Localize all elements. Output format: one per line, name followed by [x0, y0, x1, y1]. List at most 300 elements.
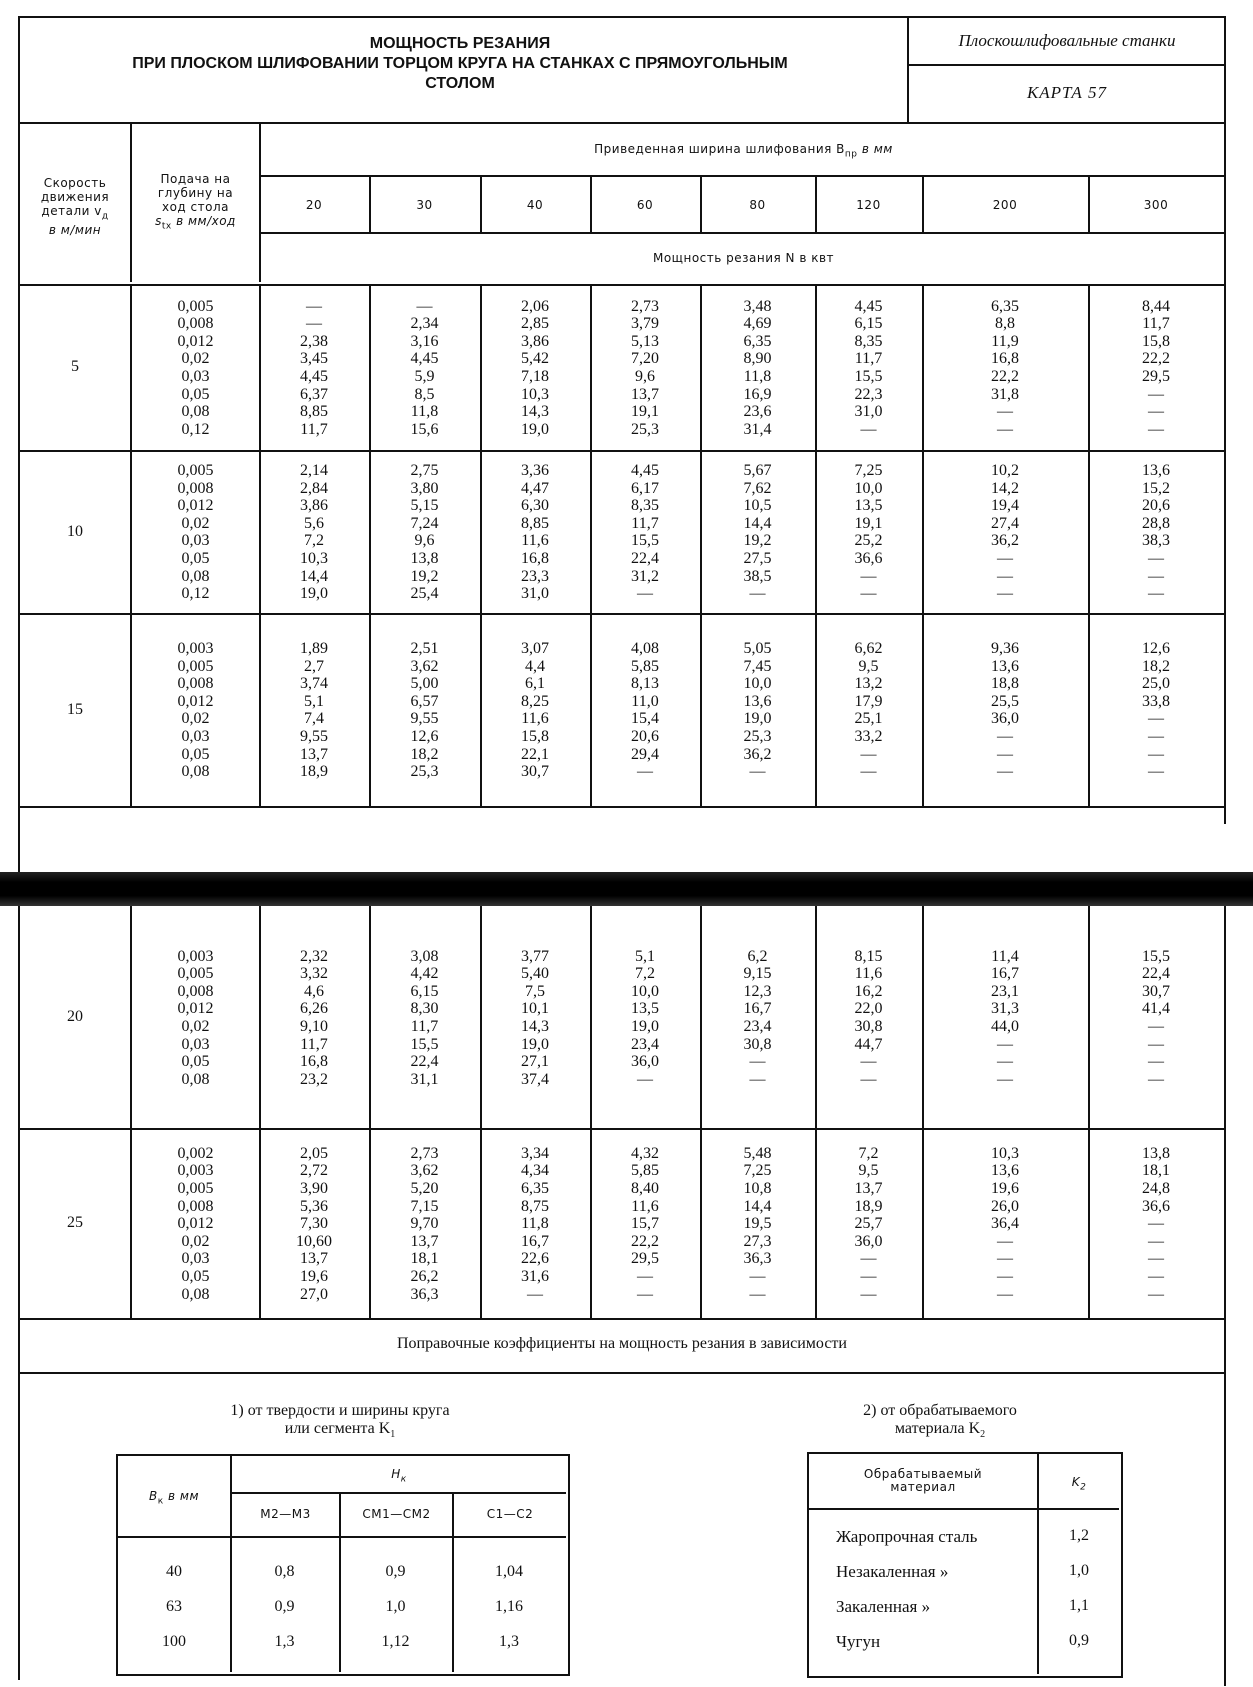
power-value: 25,3 [631, 420, 659, 438]
feed-column [132, 948, 259, 1089]
width-value: 120 [856, 198, 881, 212]
feed-value: 0,008 [177, 479, 214, 497]
power-column [1088, 948, 1224, 1089]
power-value: 15,8 [521, 728, 549, 746]
width-value: 60 [636, 198, 654, 212]
power-value: 18,2 [1142, 657, 1170, 675]
power-value: — [860, 745, 877, 763]
power-value: 22,1 [521, 745, 549, 763]
power-value: 2,06 [521, 297, 549, 315]
power-value: 11,7 [1142, 315, 1170, 333]
power-value: 5,42 [521, 350, 549, 368]
power-value: 26,0 [991, 1197, 1019, 1215]
power-value: 27,1 [521, 1053, 549, 1071]
power-value: — [997, 1232, 1013, 1250]
power-value: — [860, 1070, 877, 1088]
power-value: 4,34 [521, 1162, 549, 1180]
power-value: — [1148, 1232, 1164, 1250]
k1-bk-unit: в мм [168, 1489, 199, 1503]
power-value: — [997, 1035, 1013, 1053]
feed-unit: в мм/ход [176, 214, 236, 228]
power-column [700, 1145, 815, 1303]
power-value: 36,3 [743, 1250, 772, 1268]
power-value: 5,00 [410, 675, 439, 693]
power-value: — [1148, 585, 1164, 603]
feed-value: 0,008 [177, 982, 214, 1000]
power-value: 13,5 [631, 1000, 659, 1018]
power-value: 8,85 [521, 514, 549, 532]
power-value: 8,8 [995, 315, 1015, 333]
power-value: — [1148, 1035, 1164, 1053]
power-value: 3,48 [743, 297, 772, 315]
power-value: 4,6 [304, 982, 324, 1000]
power-value: — [1148, 1250, 1164, 1268]
power-value: 3,34 [521, 1144, 549, 1162]
power-value: 14,4 [300, 567, 328, 585]
power-value: 13,7 [410, 1232, 439, 1250]
power-value: 17,9 [854, 692, 883, 710]
feed-column [132, 1145, 259, 1303]
power-value: 3,86 [521, 332, 549, 350]
power-value: — [860, 567, 877, 585]
k1-bk-header [118, 1490, 230, 1506]
card-number: КАРТА 57 [1026, 83, 1108, 102]
power-value: 18,1 [410, 1250, 439, 1268]
power-value: 16,7 [521, 1232, 549, 1250]
corrections-title: Поправочные коэффициенты на мощность резания в зависимости [397, 1335, 847, 1352]
k2-title-line: материала K [894, 1420, 981, 1437]
power-value: 11,7 [854, 350, 883, 368]
power-value: 14,4 [743, 1197, 772, 1215]
power-value: — [860, 763, 877, 781]
feed-value: 0,02 [181, 710, 210, 728]
k1-bk-value: 40 [166, 1563, 182, 1580]
speed-value: 10 [67, 522, 83, 540]
power-column [1088, 298, 1224, 439]
power-value: 9,5 [858, 1162, 879, 1180]
power-column [922, 462, 1088, 603]
power-value: 15,4 [631, 710, 659, 728]
power-column [259, 298, 369, 439]
k2-material: Закаленная » [836, 1597, 931, 1616]
feed-value: 0,003 [177, 1162, 214, 1180]
feed-value: 0,02 [181, 1017, 210, 1035]
power-column [922, 640, 1088, 781]
k2-k-subscript: 2 [1080, 1482, 1087, 1493]
power-value: — [637, 1267, 653, 1285]
power-value: 15,2 [1142, 479, 1170, 497]
width-value: 200 [992, 198, 1018, 212]
power-value: 19,0 [300, 585, 328, 603]
power-value: — [860, 585, 877, 603]
power-value: 10,3 [521, 385, 549, 403]
k1-hk-subscript: к [400, 1474, 407, 1485]
power-value: 19,5 [743, 1215, 772, 1233]
page-title [60, 34, 860, 94]
power-value: 5,6 [304, 514, 324, 532]
power-column [922, 1145, 1088, 1303]
feed-subscript: tx [161, 221, 172, 232]
power-value: — [1148, 745, 1164, 763]
power-value: 3,07 [521, 640, 549, 658]
power-value: 11,7 [631, 514, 659, 532]
power-value: 5,20 [410, 1179, 439, 1197]
power-value: 16,8 [991, 350, 1019, 368]
power-value: 16,2 [854, 982, 883, 1000]
power-value: 12,6 [410, 728, 439, 746]
power-value: 18,9 [854, 1197, 883, 1215]
power-value: 8,44 [1142, 297, 1170, 315]
k2-material: Незакаленная » [836, 1562, 949, 1581]
power-value: 13,6 [991, 1162, 1019, 1180]
power-value: — [1148, 1267, 1164, 1285]
power-value: 13,7 [300, 1250, 328, 1268]
power-value: 19,1 [854, 514, 883, 532]
power-value: 15,5 [854, 367, 883, 385]
power-value: 25,3 [410, 763, 439, 781]
power-value: 18,2 [410, 745, 439, 763]
k2-k-symbol: K [1071, 1475, 1081, 1489]
power-value: 13,7 [300, 745, 328, 763]
speed-header-line: в м/мин [48, 223, 102, 238]
power-value: 41,4 [1142, 1000, 1170, 1018]
speed-header-line-3 [20, 204, 130, 223]
power-value: 18,1 [1142, 1162, 1170, 1180]
power-value: 18,9 [300, 763, 328, 781]
power-value: 8,35 [631, 497, 659, 515]
feed-value: 0,012 [177, 332, 214, 350]
power-value: 10,5 [743, 497, 772, 515]
k2-material-header-line: Обрабатываемый [863, 1467, 983, 1481]
power-column [815, 640, 922, 781]
power-value: 19,6 [991, 1179, 1019, 1197]
feed-value: 0,05 [181, 550, 210, 568]
k1-bk-subscript: к [157, 1496, 164, 1507]
k1-value: 0,8 [274, 1563, 295, 1580]
feed-value: 0,003 [177, 640, 214, 658]
power-value: — [860, 1285, 877, 1303]
power-value: 4,08 [631, 640, 659, 658]
width-value: 20 [305, 198, 323, 212]
power-value: 31,0 [854, 403, 883, 421]
k2-material: Жаропрочная сталь [836, 1527, 978, 1546]
power-value: 4,45 [854, 297, 883, 315]
power-value: 2,73 [631, 297, 659, 315]
power-column [700, 948, 815, 1089]
k1-value: 0,9 [385, 1563, 406, 1580]
power-value: — [306, 315, 322, 333]
power-value: 11,8 [410, 403, 439, 421]
power-value: 22,2 [1142, 350, 1170, 368]
k1-title-line: или сегмента K [284, 1420, 391, 1437]
feed-value: 0,005 [177, 1179, 214, 1197]
power-value: 2,05 [300, 1144, 328, 1162]
power-value: 13,8 [1142, 1144, 1170, 1162]
power-value: — [416, 297, 433, 315]
power-value: 3,79 [631, 315, 659, 333]
speed-value: 25 [67, 1214, 83, 1231]
feed-value: 0,05 [181, 1053, 210, 1071]
power-value: 7,2 [635, 965, 655, 983]
feed-value: 0,012 [177, 1215, 214, 1233]
power-value: — [1148, 1017, 1164, 1035]
feed-value: 0,12 [181, 585, 210, 603]
power-value: 9,36 [991, 640, 1019, 658]
power-value: 9,55 [410, 710, 439, 728]
power-value: — [749, 1070, 766, 1088]
power-value: 11,7 [300, 420, 328, 438]
power-value: 3,36 [521, 462, 549, 480]
power-value: 11,6 [854, 965, 883, 983]
power-value: 33,8 [1142, 692, 1170, 710]
speed-value: 15 [67, 700, 83, 718]
speed-header-line: Скорость [43, 176, 107, 190]
power-value: 8,90 [743, 350, 772, 368]
power-value: 7,25 [743, 1162, 772, 1180]
feed-value: 0,002 [177, 1144, 214, 1162]
feed-symbol: s [155, 214, 162, 228]
width-header [261, 143, 1226, 159]
power-value: — [306, 297, 322, 315]
power-value: — [997, 550, 1013, 568]
feed-header-line: Подача на [160, 172, 231, 186]
power-value: 36,0 [631, 1053, 659, 1071]
power-value: 8,75 [521, 1197, 549, 1215]
power-column [259, 1145, 369, 1303]
power-value: 37,4 [521, 1070, 549, 1088]
power-value: 9,6 [414, 532, 435, 550]
feed-header [132, 172, 259, 233]
k1-value: 0,9 [274, 1598, 295, 1615]
power-value: 36,0 [991, 710, 1019, 728]
power-value: 30,8 [743, 1035, 772, 1053]
power-value: 11,4 [991, 947, 1019, 965]
feed-value: 0,005 [177, 297, 214, 315]
feed-value: 0,005 [177, 462, 214, 480]
power-value: 16,7 [743, 1000, 772, 1018]
power-value: 30,7 [521, 763, 549, 781]
speed-header-line: движения [40, 190, 110, 204]
power-value: 25,7 [854, 1215, 883, 1233]
power-column [480, 462, 590, 603]
power-value: 15,5 [631, 532, 659, 550]
power-value: 6,57 [410, 692, 439, 710]
power-value: 6,26 [300, 1000, 328, 1018]
power-value: — [1148, 1053, 1164, 1071]
feed-header-line: ход стола [161, 200, 229, 214]
power-value: 15,6 [410, 420, 439, 438]
power-value: 22,4 [1142, 965, 1170, 983]
power-value: — [1148, 1070, 1164, 1088]
k2-title-line: 2) от обрабатываемого [863, 1402, 1017, 1419]
power-value: 4,45 [300, 367, 328, 385]
power-value: — [860, 1250, 877, 1268]
power-value: — [1148, 1215, 1164, 1233]
feed-value: 0,012 [177, 497, 214, 515]
k1-value: 1,16 [495, 1598, 523, 1615]
k1-col-sm: СМ1—СМ2 [362, 1507, 431, 1521]
power-value: 19,2 [743, 532, 772, 550]
k1-col-s: С1—С2 [486, 1507, 534, 1521]
power-value: 19,0 [521, 420, 549, 438]
power-value: 9,55 [300, 728, 328, 746]
power-value: 29,4 [631, 745, 659, 763]
k1-bk-value: 63 [166, 1598, 182, 1615]
power-value: 9,70 [410, 1215, 439, 1233]
power-value: — [997, 1053, 1013, 1071]
power-value: 38,5 [743, 567, 772, 585]
k1-title-line: 1) от твердости и ширины круга [230, 1402, 450, 1419]
k1-value: 1,3 [274, 1633, 295, 1650]
power-column [815, 948, 922, 1089]
power-value: — [997, 745, 1013, 763]
power-value: 4,45 [631, 462, 659, 480]
power-value: 36,0 [854, 1232, 883, 1250]
power-value: 10,60 [296, 1232, 332, 1250]
feed-value: 0,008 [177, 315, 214, 333]
k2-value: 1,1 [1069, 1597, 1089, 1614]
power-value: 13,7 [854, 1179, 883, 1197]
power-value: 25,4 [410, 585, 439, 603]
width-value: 80 [749, 198, 766, 212]
power-value: 31,2 [631, 567, 659, 585]
power-value: 6,37 [300, 385, 328, 403]
power-value: 25,0 [1142, 675, 1170, 693]
power-value: 29,5 [631, 1250, 659, 1268]
power-value: — [1148, 550, 1164, 568]
power-column [1088, 640, 1224, 781]
scan-band [0, 872, 1253, 906]
power-value: 7,20 [631, 350, 659, 368]
power-column [369, 462, 480, 603]
title-line: ПРИ ПЛОСКОМ ШЛИФОВАНИИ ТОРЦОМ КРУГА НА СТАНКАХ С ПРЯМОУГОЛЬНЫМ [132, 55, 788, 72]
power-value: 31,6 [521, 1267, 549, 1285]
k1-value: 1,3 [499, 1633, 519, 1650]
power-value: 9,5 [858, 657, 879, 675]
speed-header [20, 176, 130, 237]
power-value: 27,0 [300, 1285, 328, 1303]
power-value: 3,08 [410, 947, 439, 965]
power-value: 15,7 [631, 1215, 659, 1233]
feed-value: 0,003 [177, 947, 214, 965]
k1-title-subscript: 1 [390, 1429, 396, 1441]
power-value: 5,67 [743, 462, 772, 480]
power-value: — [997, 403, 1013, 421]
power-value: — [1148, 763, 1164, 781]
k2-title-line-2 [800, 1420, 1080, 1444]
power-value: 6,17 [631, 479, 659, 497]
power-column [480, 948, 590, 1089]
power-value: — [860, 1267, 877, 1285]
power-value: 6,35 [991, 297, 1019, 315]
power-value: — [749, 763, 766, 781]
power-value: 2,32 [300, 947, 328, 965]
power-value: 22,0 [854, 1000, 883, 1018]
power-value: 10,0 [631, 982, 659, 1000]
power-value: 36,6 [1142, 1197, 1170, 1215]
power-value: 13,6 [743, 692, 772, 710]
k1-hk-header [232, 1468, 566, 1484]
power-column [590, 1145, 700, 1303]
k2-material-header-line: материал [890, 1480, 956, 1494]
speed-value: 20 [67, 1008, 83, 1025]
power-value: 9,15 [743, 965, 772, 983]
power-value: 19,0 [743, 710, 772, 728]
power-value: 13,6 [991, 657, 1019, 675]
power-value: 2,14 [300, 462, 328, 480]
power-value: 36,2 [991, 532, 1019, 550]
k1-value: 1,12 [381, 1633, 410, 1650]
power-value: 31,3 [991, 1000, 1019, 1018]
power-value: 7,4 [304, 710, 324, 728]
power-value: 23,3 [521, 567, 549, 585]
power-value: 4,47 [521, 479, 549, 497]
feed-value: 0,08 [181, 1285, 210, 1303]
power-value: 27,3 [743, 1232, 772, 1250]
power-value: 23,1 [991, 982, 1019, 1000]
power-value: 8,5 [414, 385, 435, 403]
power-value: 7,24 [410, 514, 439, 532]
power-column [259, 640, 369, 781]
feed-value: 0,03 [181, 532, 210, 550]
power-column [369, 1145, 480, 1303]
power-value: 13,7 [631, 385, 659, 403]
width-value: 40 [526, 198, 544, 212]
k1-title-line-2 [120, 1420, 560, 1444]
k2-material-header [809, 1468, 1037, 1494]
power-value: 7,2 [304, 532, 324, 550]
power-value: 3,62 [410, 1162, 439, 1180]
power-value: 2,34 [410, 315, 439, 333]
power-value: 14,2 [991, 479, 1019, 497]
power-value: 4,32 [631, 1144, 659, 1162]
power-value: 2,85 [521, 315, 549, 333]
feed-value: 0,012 [177, 1000, 214, 1018]
power-value: 8,15 [854, 947, 883, 965]
feed-value: 0,08 [181, 567, 210, 585]
power-value: 11,6 [521, 710, 549, 728]
power-value: 5,48 [743, 1144, 772, 1162]
power-value: 6,1 [525, 675, 545, 693]
power-value: — [997, 420, 1013, 438]
power-value: — [1148, 728, 1164, 746]
power-value: 7,30 [300, 1215, 328, 1233]
power-column [369, 298, 480, 439]
power-value: — [997, 1250, 1013, 1268]
power-value: 7,25 [854, 462, 883, 480]
power-value: 3,86 [300, 497, 328, 515]
power-value: 2,7 [304, 657, 324, 675]
power-value: 10,1 [521, 1000, 549, 1018]
power-value: 36,6 [854, 550, 883, 568]
power-value: 16,8 [300, 1053, 328, 1071]
k1-title [120, 1402, 560, 1444]
power-value: 6,35 [521, 1179, 549, 1197]
power-value: — [1148, 1285, 1164, 1303]
power-value: 2,51 [410, 640, 439, 658]
power-value: — [749, 1267, 766, 1285]
power-value: 14,3 [521, 1017, 549, 1035]
power-value: 8,25 [521, 692, 549, 710]
power-value: 23,4 [743, 1017, 772, 1035]
power-value: 7,62 [743, 479, 772, 497]
power-value: 5,9 [414, 367, 435, 385]
feed-value: 0,05 [181, 1267, 210, 1285]
width-header-label: Приведенная ширина шлифования B [594, 142, 845, 156]
feed-value: 0,02 [181, 514, 210, 532]
power-value: 2,75 [410, 462, 439, 480]
power-value: 23,6 [743, 403, 772, 421]
